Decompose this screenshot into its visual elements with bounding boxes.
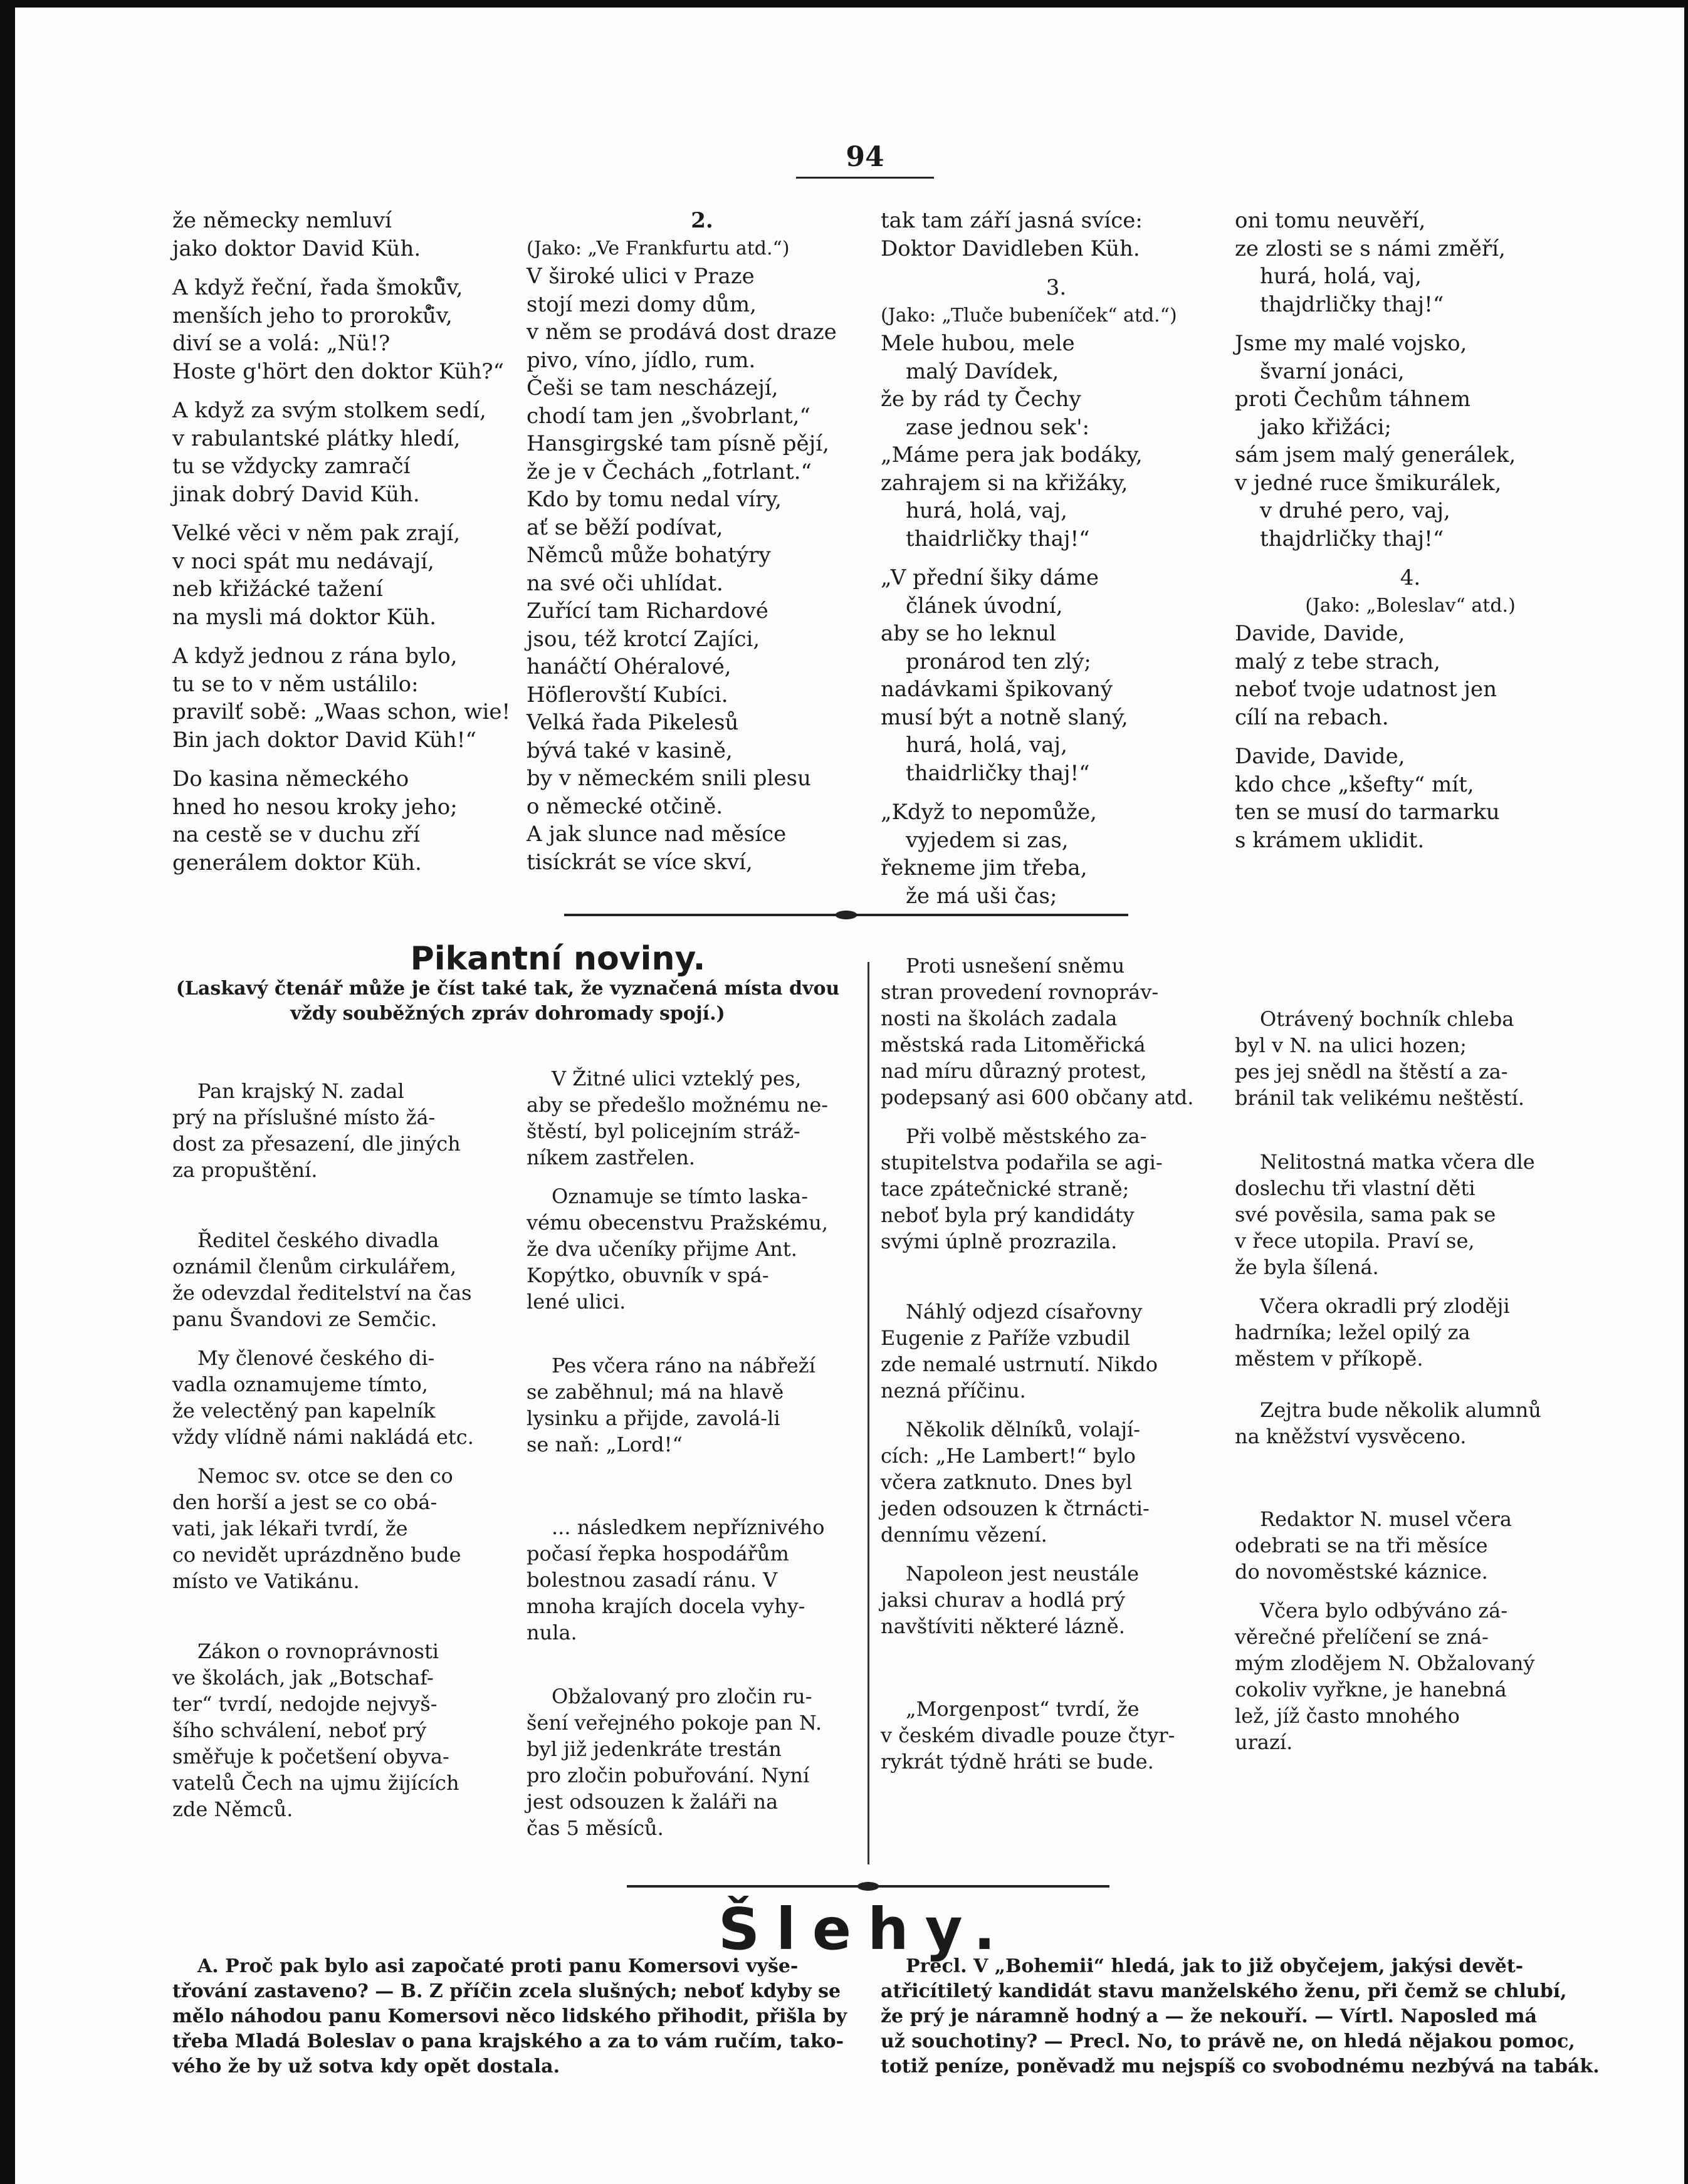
news-item (172, 1345, 523, 1450)
news-line: šího schválení, neboť prý (172, 1718, 427, 1742)
section-title-pikantni: Pikantní noviny. (410, 940, 706, 978)
news-line: Včera bylo odbýváno zá- (1260, 1599, 1508, 1622)
poem-line: tisíckrát se více skví, (527, 849, 753, 875)
news-item (1235, 1597, 1586, 1755)
news-item (881, 1416, 1232, 1548)
poem-column-4 (1235, 207, 1586, 854)
poem-line: pivo, víno, jídlo, rum. (527, 347, 756, 373)
poem-line: thajdrličky thaj!“ (1260, 291, 1444, 317)
news-line: tace zpátečnické straně; (881, 1177, 1130, 1201)
poem-line: tu se to v něm ustálilo: (172, 671, 419, 697)
slehy-line: třování zastaveno? — B. Z příčin zcela slušných; neboť kdyby se (172, 1980, 841, 2002)
note-line-2: vždy souběžných zpráv dohromady spojí.) (290, 1003, 725, 1025)
stanza-gap (1235, 318, 1586, 330)
ornamental-rule-2 (627, 1885, 1109, 1888)
news-line: za propuštění. (172, 1158, 318, 1182)
poem-line: „Když to nepomůže, (881, 800, 1097, 825)
news-line: byl v N. na ulici hozen; (1235, 1033, 1467, 1057)
poem-line: thajdrličky thaj!“ (1260, 526, 1444, 551)
news-line: den horší a jest se co obá- (172, 1490, 438, 1514)
poem-line: Hoste g'hört den doktor Küh?“ (172, 358, 505, 384)
news-line: Otrávený bochník chleba (1260, 1007, 1514, 1031)
news-line: že dva učeníky přijme Ant. (527, 1237, 797, 1261)
poem-column-3 (881, 207, 1232, 910)
poem-line: bývá také v kasině, (527, 738, 733, 763)
poem-line: Doktor Davidleben Küh. (881, 236, 1140, 261)
poem-line: Jsme my malé vojsko, (1235, 331, 1467, 356)
news-line: stupitelstva podařila se agi- (881, 1151, 1163, 1174)
news-line: Kopýtko, obuvník v spá- (527, 1263, 769, 1287)
news-line: níkem zastřelen. (527, 1146, 696, 1169)
poem-line: thaidrličky thaj!“ (906, 760, 1090, 786)
poem-line: neboť tvoje udatnost jen (1235, 677, 1497, 702)
poem-line: v noci spát mu nedávají, (172, 548, 434, 574)
poem-line: hurá, holá, vaj, (1260, 264, 1422, 289)
news-line: Nelitostná matka včera dle (1260, 1150, 1535, 1174)
stanza-gap (881, 787, 1232, 798)
news-line: Nemoc sv. otce se den co (197, 1464, 453, 1488)
poem-line: sám jsem malý generálek, (1235, 442, 1516, 468)
news-item (881, 1560, 1232, 1639)
news-line: že velectěný pan kapelník (172, 1399, 436, 1423)
poem-line: neb křižácké tažení (172, 577, 383, 602)
poem-line: „V přední šiky dáme (881, 565, 1099, 590)
slehy-line: mělo náhodou panu Komersovi něco lidského přihodit, přišla by (172, 2005, 847, 2027)
stanza-gap (172, 263, 523, 274)
page-number: 94 (796, 141, 934, 179)
news-line: Ředitel českého divadla (197, 1228, 439, 1252)
poem-column-2 (527, 207, 878, 876)
poem-line: Mele hubou, mele (881, 331, 1075, 356)
news-item (1235, 1506, 1586, 1585)
poem-line: by v německém snili plesu (527, 766, 811, 791)
news-line: jest odsouzen k žaláři na (527, 1790, 778, 1814)
news-line: zde Němců. (172, 1797, 293, 1821)
news-line: Napoleon jest neustále (906, 1562, 1140, 1586)
news-line: štěstí, byl policejním stráž- (527, 1119, 800, 1143)
news-line: oznámil členům cirkulářem, (172, 1255, 457, 1278)
news-line: nezná příčinu. (881, 1379, 1026, 1403)
news-line: rykrát týdně hráti se bude. (881, 1750, 1154, 1774)
stanza-gap (172, 508, 523, 520)
news-line: Při volbě městského za- (906, 1124, 1147, 1148)
poem-line: Velká řada Pikelesů (527, 710, 739, 735)
news-item (527, 1183, 878, 1315)
stanza-gap (172, 385, 523, 397)
news-item (1235, 1149, 1586, 1280)
poem-line: cílí na rebach. (1235, 704, 1389, 730)
news-line: se zaběhnul; má na hlavě (527, 1380, 784, 1404)
news-line: ter“ tvrdí, nedojde nejvyš- (172, 1692, 438, 1716)
tune-note: (Jako: „Tluče bubeníček“ atd.“) (881, 304, 1177, 327)
tune-note: (Jako: „Ve Frankfurtu atd.“) (527, 237, 790, 259)
poem-line: ze zlosti se s námi změří, (1235, 236, 1506, 261)
stanza-gap (172, 631, 523, 642)
news-line: podepsaný asi 600 občany atd. (881, 1085, 1194, 1109)
poem-line: zahrajem si na křižáky, (881, 470, 1128, 496)
news-line: hadrníka; ležel opilý za (1235, 1320, 1470, 1344)
news-line: „Morgenpost“ tvrdí, že (906, 1697, 1140, 1721)
poem-line: hurá, holá, vaj, (906, 733, 1067, 758)
news-line: nosti na školách zadala (881, 1006, 1118, 1030)
poem-line: diví se a volá: „Nü!? (172, 331, 391, 356)
news-line: V Žitné ulici vzteklý pes, (552, 1067, 802, 1090)
poem-line: A jak slunce nad měsíce (527, 822, 787, 847)
news-line: pro zločin pobuřování. Nyní (527, 1763, 810, 1787)
news-column-4 (1235, 993, 1586, 1755)
news-item (172, 1638, 523, 1822)
slehy-line: A. Proč pak bylo asi započaté proti panu Komersovi vyše- (197, 1955, 799, 1977)
slehy-line: atřicítiletý kandidát stavu manželského ženu, při čemž se chlubí, (881, 1980, 1567, 2002)
slehy-line: už souchotiny? — Precl. No, to právě ne, on hledá nějakou pomoc, (881, 2030, 1575, 2052)
news-line: směřuje k početšení obyva- (172, 1745, 449, 1769)
poem-line: na mysli má doktor Küh. (172, 604, 437, 630)
news-line: do novoměstské káznice. (1235, 1560, 1488, 1584)
poem-line: V široké ulici v Praze (527, 264, 755, 289)
poem-line: Höflerovští Kubíci. (527, 682, 728, 708)
poem-line: že je v Čechách „fotrlant.“ (527, 459, 812, 484)
news-line: cích: „He Lambert!“ bylo (881, 1444, 1136, 1468)
news-line: odebrati se na tři měsíce (1235, 1534, 1488, 1557)
slehy-left (172, 1954, 862, 2079)
poem-line: „Máme pera jak bodáky, (881, 442, 1143, 468)
poem-line: zase jednou sek': (906, 414, 1090, 440)
poem-line: nadávkami špikovaný (881, 677, 1113, 702)
slehy-right (881, 1954, 1600, 2079)
poem-line: o německé otčině. (527, 793, 723, 819)
poem-line: tak tam září jasná svíce: (881, 208, 1143, 233)
poem-line: na své oči uhlídat. (527, 570, 723, 596)
poem-line: proti Čechům táhnem (1235, 387, 1470, 412)
news-item (881, 1123, 1232, 1255)
poem-line: aby se ho leknul (881, 621, 1056, 646)
news-line: šení veřejného pokoje pan N. (527, 1711, 822, 1735)
news-item (1235, 1293, 1586, 1372)
poem-line: oni tomu neuvěří, (1235, 208, 1426, 233)
section-note (169, 976, 846, 1027)
news-column-3 (881, 940, 1232, 1775)
poem-line: na cestě se v duchu zří (172, 822, 420, 847)
news-line: Zákon o rovnoprávnosti (197, 1639, 439, 1663)
news-line: nula. (527, 1621, 577, 1644)
slehy-line: Precl. V „Bohemii“ hledá, jak to již obyčejem, jakýsi devět- (906, 1955, 1524, 1977)
news-line: své pověsila, sama pak se (1235, 1203, 1496, 1226)
stanza-gap (1235, 731, 1586, 743)
poem-line: s krámem uklidit. (1235, 827, 1425, 853)
news-line: Obžalovaný pro zločin ru- (552, 1685, 812, 1708)
news-line: Zejtra bude několik alumnů (1260, 1398, 1541, 1422)
news-item (1235, 1006, 1586, 1111)
news-line: počasí řepka hospodářům (527, 1542, 789, 1565)
news-item (527, 1514, 878, 1646)
news-line: lené ulici. (527, 1290, 626, 1314)
news-line: zde nemalé ustrnutí. Nikdo (881, 1352, 1158, 1376)
news-line: lysinku a přijde, zavolá-li (527, 1406, 780, 1430)
news-line: místo ve Vatikánu. (172, 1569, 360, 1593)
poem-line: v druhé pero, vaj, (1260, 498, 1450, 523)
news-line: ... následkem nepříznivého (552, 1515, 825, 1539)
poem-line: že by rád ty Čechy (881, 387, 1081, 412)
news-line: mnoha krajích docela vyhy- (527, 1594, 805, 1618)
news-item (527, 1065, 878, 1171)
news-line: včera zatknuto. Dnes byl (881, 1470, 1133, 1494)
news-line: Pes včera ráno na nábřeží (552, 1354, 815, 1377)
news-line: Pan krajský N. zadal (197, 1079, 404, 1103)
poem-column-1 (172, 207, 523, 877)
poem-line: ten se musí do tarmarku (1235, 800, 1500, 825)
poem-line: pravilť sobě: „Waas schon, wie! (172, 699, 511, 724)
news-line: Oznamuje se tímto laska- (552, 1184, 809, 1208)
news-line: Náhlý odjezd císařovny (906, 1300, 1143, 1324)
poem-line: malý z tebe strach, (1235, 649, 1440, 674)
slehy-line: že prý je náramně hodný a — že nekouří. — Vírtl. Naposled má (881, 2005, 1538, 2027)
poem-line: v jedné ruce šmikurálek, (1235, 470, 1502, 496)
news-line: pes jej snědl na štěstí a za- (1235, 1060, 1508, 1084)
news-line: mým zlodějem N. Obžalovaný (1235, 1651, 1535, 1675)
news-item (1235, 1397, 1586, 1450)
poem-line: hanáčtí Ohéralové, (527, 654, 731, 679)
news-line: na kněžství vysvěceno. (1235, 1424, 1467, 1448)
news-line: navštíviti některé lázně. (881, 1614, 1125, 1638)
poem-line: musí být a notně slaný, (881, 704, 1128, 730)
news-column-2 (527, 1053, 878, 1841)
poem-line: jako křižáci; (1260, 414, 1392, 440)
poem-line: článek úvodní, (906, 593, 1063, 619)
news-line: vati, jak lékaři tvrdí, že (172, 1517, 408, 1540)
poem-line: Kdo by tomu nedal víry, (527, 487, 782, 512)
stanza-number: 4. (1400, 565, 1421, 590)
news-line: v českém divadle pouze čtyr- (881, 1723, 1175, 1747)
news-line: lež, jíž často mnohého (1235, 1704, 1460, 1728)
poem-line: že německy nemluví (172, 208, 392, 233)
news-line: Proti usnešení sněmu (906, 954, 1125, 978)
news-line: prý na příslušné místo žá- (172, 1105, 436, 1129)
news-line: Včera okradli prý zloději (1260, 1294, 1510, 1318)
poem-line: A když za svým stolkem sedí, (172, 398, 486, 423)
news-line: urazí. (1235, 1730, 1293, 1754)
news-line: neboť byla prý kandidáty (881, 1203, 1135, 1227)
poem-line: Do kasina německého (172, 766, 409, 792)
news-item (881, 953, 1232, 1110)
poem-line: menších jeho to proroků̈v, (172, 303, 453, 328)
news-line: městem v příkopě. (1235, 1347, 1423, 1371)
poem-line: stojí mezi domy dům, (527, 291, 757, 317)
poem-line: jako doktor David Küh. (172, 236, 421, 261)
poem-line: jinak dobrý David Küh. (172, 481, 420, 507)
ornamental-rule (564, 914, 1128, 916)
poem-line: Hansgirgské tam písně pějí, (527, 431, 829, 456)
news-line: Redaktor N. musel včera (1260, 1507, 1512, 1531)
poem-line: v rabulantské plátky hledí, (172, 426, 461, 451)
news-item (172, 1463, 523, 1594)
column-divider (868, 962, 869, 1864)
news-line: že byla šílená. (1235, 1255, 1379, 1279)
poem-line: Češi se tam nescházejí, (527, 375, 778, 400)
news-line: Eugenie z Paříže vzbudil (881, 1326, 1131, 1350)
news-line: co nevidět uprázdněno bude (172, 1543, 461, 1567)
note-line-1: (Laskavý čtenář může je číst také tak, že vyznačená místa dvou (176, 978, 840, 1000)
poem-line: Davide, Davide, (1235, 621, 1405, 646)
poem-line: hurá, holá, vaj, (906, 498, 1067, 523)
poem-line: řekneme jim třeba, (881, 855, 1088, 880)
news-line: panu Švandovi ze Semčic. (172, 1307, 438, 1331)
news-line: ve školách, jak „Botschaf- (172, 1666, 434, 1690)
news-line: byl již jedenkráte trestán (527, 1737, 782, 1761)
stanza-gap (172, 754, 523, 765)
poem-line: Bin jach doktor David Küh!“ (172, 727, 476, 753)
slehy-line: třeba Mladá Boleslav o pana krajského a za to vám ručím, tako- (172, 2030, 844, 2052)
slehy-line: totiž peníze, poněvadž mu nejspíš co svobodnému nezbývá na tabák. (881, 2056, 1600, 2077)
news-line: městská rada Litoměřická (881, 1033, 1146, 1057)
poem-line: malý Davídek, (906, 358, 1059, 384)
news-item (881, 1696, 1232, 1775)
news-line: jaksi churav a hodlá prý (881, 1588, 1125, 1612)
news-line: vému obecenstvu Pražskému, (527, 1211, 829, 1235)
poem-line: kdo chce „kšefty“ mít, (1235, 771, 1474, 797)
poem-line: že má uši čas; (906, 883, 1057, 909)
news-item (881, 1298, 1232, 1404)
news-line: že odevzdal ředitelství na čas (172, 1281, 472, 1305)
poem-line: hned ho nesou kroky jeho; (172, 794, 458, 820)
news-line: se naň: „Lord!“ (527, 1433, 683, 1456)
poem-line: vyjedem si zas, (906, 827, 1069, 853)
news-line: čas 5 měsíců. (527, 1816, 664, 1840)
news-line: svými úplně prozrazila. (881, 1230, 1118, 1253)
news-line: věrečné přelíčení se zná- (1235, 1625, 1489, 1649)
poem-line: jsou, též krotcí Zajíci, (527, 626, 760, 652)
section-title-slehy: Šlehy. (718, 1896, 1012, 1963)
news-line: Několik dělníků, volají- (906, 1418, 1141, 1441)
news-column-1 (172, 1034, 523, 1822)
news-line: v řece utopila. Praví se, (1235, 1229, 1475, 1253)
stanza-number: 3. (1046, 275, 1067, 300)
news-line: nad míru důrazný protest, (881, 1059, 1147, 1083)
news-line: doslechu tři vlastní děti (1235, 1176, 1476, 1200)
news-line: aby se předešlo možnému ne- (527, 1093, 829, 1117)
news-item (527, 1352, 878, 1458)
news-item (172, 1078, 523, 1183)
news-line: vadla oznamujeme tímto, (172, 1372, 428, 1396)
stanza-gap (881, 553, 1232, 564)
poem-line: tu se vždycky zamračí (172, 454, 411, 479)
news-item (527, 1683, 878, 1841)
poem-line: ať se běží podívat, (527, 515, 723, 540)
stanza-number: 2. (691, 208, 713, 233)
news-item (172, 1227, 523, 1332)
poem-line: v něm se prodává dost draze (527, 320, 837, 345)
news-line: dennímu vězení. (881, 1523, 1047, 1547)
stanza-gap (1235, 553, 1586, 564)
news-line: bránil tak velikému neštěstí. (1235, 1086, 1524, 1110)
news-line: My členové českého di- (197, 1346, 435, 1370)
tune-note: (Jako: „Boleslav“ atd.) (1305, 594, 1516, 617)
poem-line: A když řeční, řada šmoků̈v, (172, 275, 463, 300)
news-line: dost za přesazení, dle jiných (172, 1132, 461, 1156)
poem-line: pronárod ten zlý; (906, 649, 1091, 674)
news-line: stran provedení rovnopráv- (881, 980, 1159, 1004)
news-line: vatelů Čech na ujmu žijících (172, 1771, 459, 1795)
poem-line: generálem doktor Küh. (172, 850, 422, 875)
poem-line: Davide, Davide, (1235, 744, 1405, 769)
poem-line: chodí tam jen „švobrlant,“ (527, 403, 810, 429)
news-line: jeden odsouzen k čtrnácti- (881, 1497, 1150, 1520)
stanza-gap (881, 263, 1232, 274)
news-line: bolestnou zasadí ránu. V (527, 1568, 778, 1592)
poem-line: Němců může bohatýry (527, 543, 771, 568)
poem-line: A když jednou z rána bylo, (172, 644, 458, 669)
poem-line: thaidrličky thaj!“ (906, 526, 1090, 551)
news-line: cokoliv vyřkne, je hanebná (1235, 1678, 1507, 1701)
poem-line: Velké věci v něm pak zrají, (172, 521, 461, 546)
poem-line: Zuřící tam Richardové (527, 598, 768, 624)
news-line: vždy vlídně námi nakládá etc. (172, 1425, 474, 1449)
slehy-line: vého že by už sotva kdy opět dostala. (172, 2056, 560, 2077)
poem-line: švarní jonáci, (1260, 358, 1405, 384)
